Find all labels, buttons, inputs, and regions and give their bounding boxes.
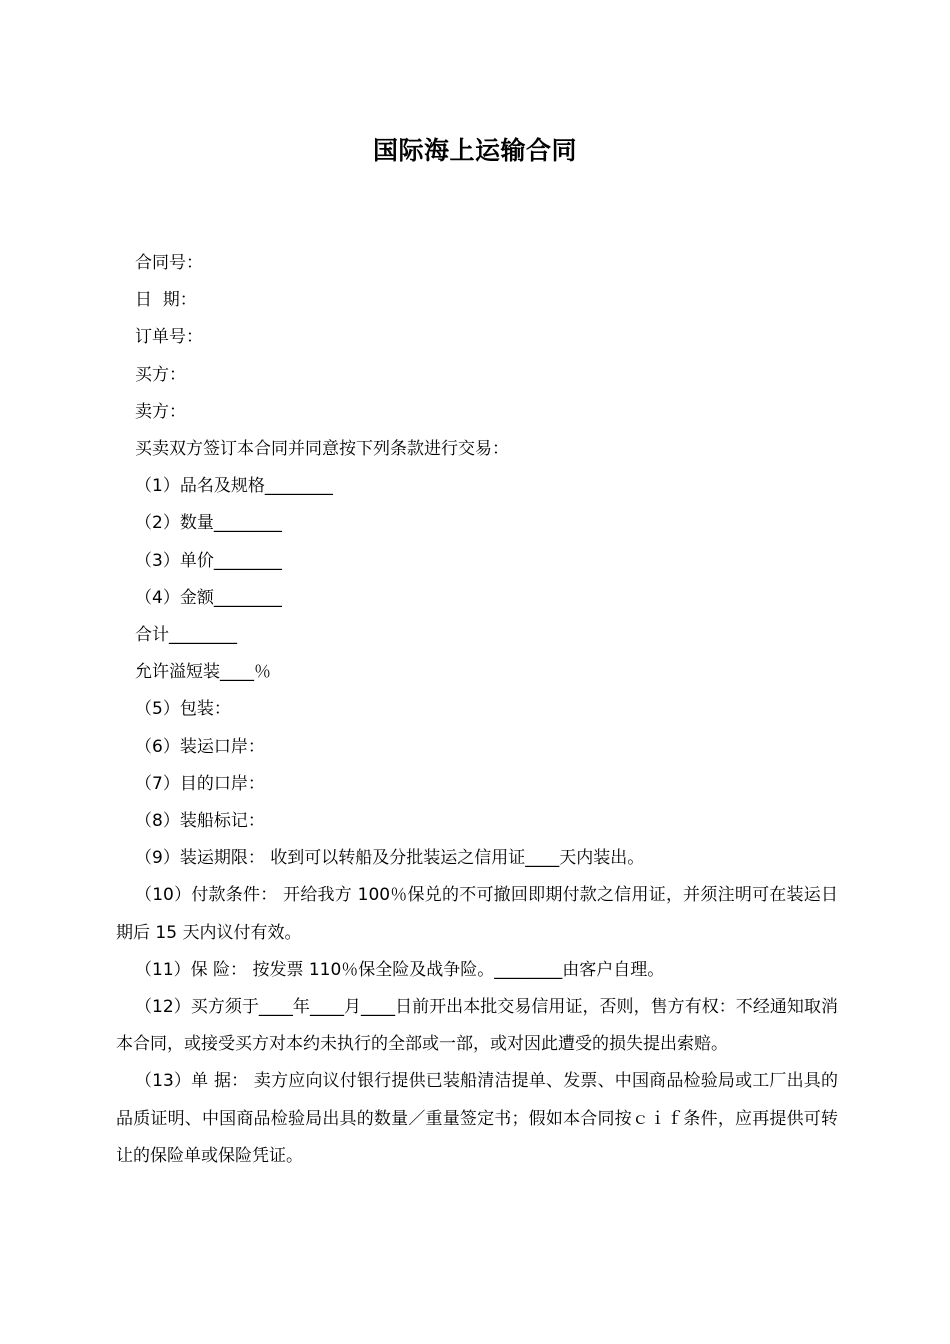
- item-destination-port: （7）目的口岸：: [135, 773, 265, 794]
- item-tolerance: 允许溢短装____％: [135, 662, 271, 683]
- item-loading-port: （6）装运口岸：: [135, 736, 265, 757]
- document-title: 国际海上运输合同: [372, 136, 577, 165]
- item-quantity: （2）数量________: [135, 513, 282, 534]
- contract-number-field: 合同号：: [135, 253, 203, 273]
- item-unit-price: （3）单价________: [135, 550, 282, 571]
- order-number-field: 订单号：: [135, 327, 203, 348]
- seller-field: 卖方：: [135, 401, 186, 422]
- item-shipping-marks: （8）装船标记：: [135, 811, 265, 832]
- item-packing: （5）包装：: [135, 699, 231, 720]
- item-amount: （4）金额________: [135, 587, 282, 608]
- clause-insurance: （11）保 险： 按发票 110％保全险及战争险。________由客户自理。: [135, 959, 665, 980]
- document-body: [116, 245, 838, 1175]
- item-total: 合计________: [135, 625, 237, 646]
- clause-payment-terms: （10）付款条件： 开给我方 100％保兑的不可撤回即期付款之信用证，并须注明可在装运日期后 15 天内议付有效。: [116, 885, 838, 943]
- clause-documents: （13）单 据： 卖方应向议付银行提供已装船清洁提单、发票、中国商品检验局或工厂出具的品质证明、中国商品检验局出具的数量／重量签定书；假如本合同按ｃｉｆ条件，应再提供可转让的保险单或保险凭证。: [116, 1071, 838, 1166]
- buyer-field: 买方：: [135, 364, 186, 385]
- item-shipment-period: （9）装运期限： 收到可以转船及分批装运之信用证____天内装出。: [135, 848, 645, 869]
- item-product-spec: （1）品名及规格________: [135, 476, 333, 497]
- intro-paragraph: 买卖双方签订本合同并同意按下列条款进行交易：: [135, 439, 509, 460]
- date-field: 日 期：: [135, 290, 197, 311]
- clause-letter-of-credit: （12）买方须于____年____月____日前开出本批交易信用证，否则，售方有权：不经通知取消本合同，或接受买方对本约未执行的全部或一部，或对因此遭受的损失提出索赔。: [116, 997, 838, 1055]
